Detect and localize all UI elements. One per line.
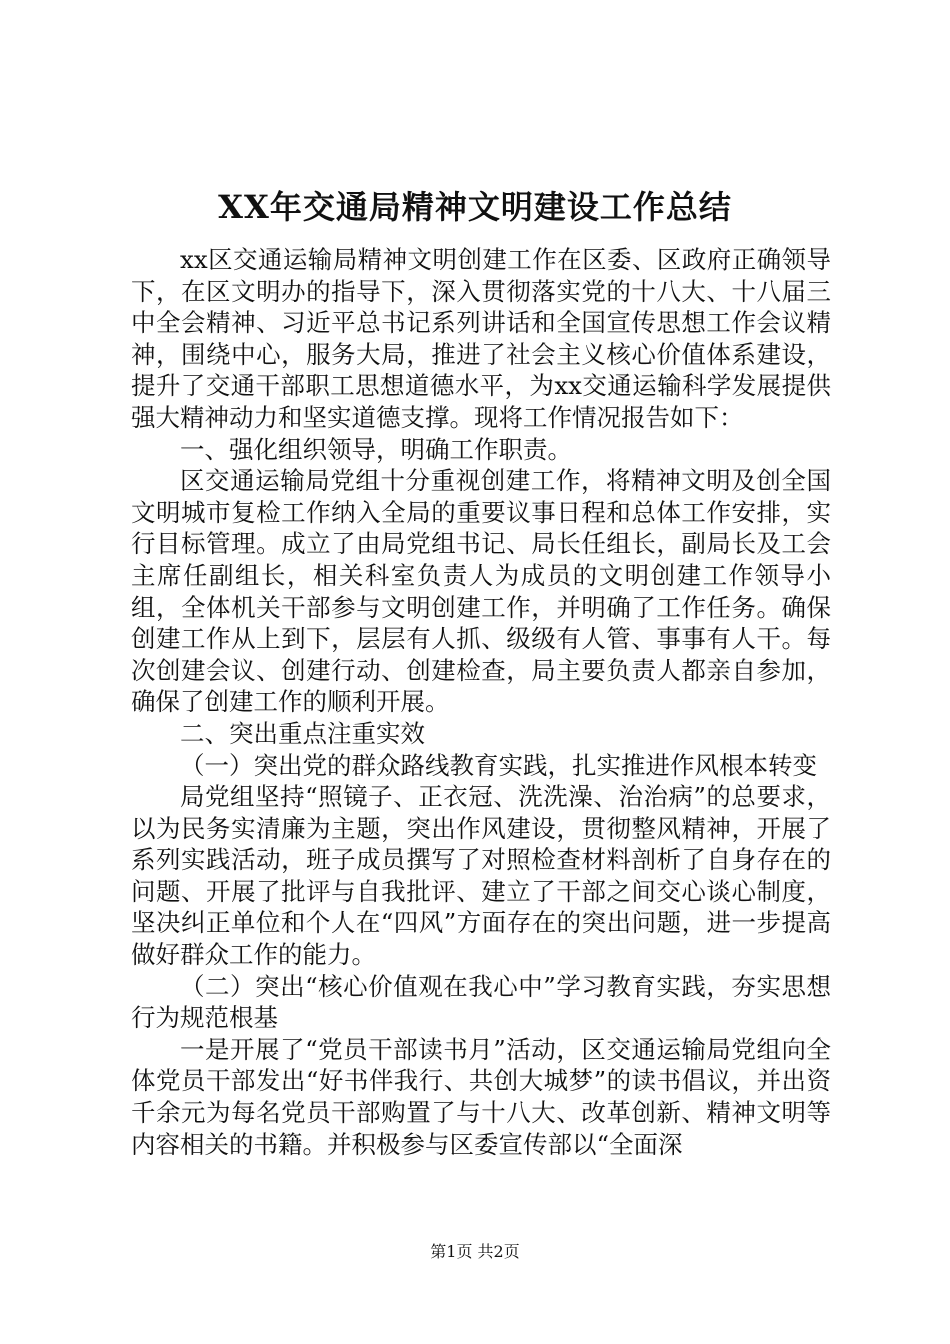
document-title: XX年交通局精神文明建设工作总结 [218,188,732,226]
intro-paragraph: xx区交通运输局精神文明创建工作在区委、区政府正确领导下，在区文明办的指导下，深入贯彻落实党的十八大、十八届三中全会精神、习近平总书记系列讲话和全国宣传思想工作会议精神，围绕中心，服务大局，推进了社会主义核心价值体系建设，提升了交通干部职工思想道德水平，为xx交通运输科学发展提供强大精神动力和坚实道德支撑。现将工作情况报告如下： [131,245,831,432]
subsection-1-paragraph: 局党组坚持“照镜子、正衣冠、洗洗澡、治治病”的总要求，以为民务实清廉为主题，突出作风建设，贯彻整风精神，开展了系列实践活动，班子成员撰写了对照检查材料剖析了自身存在的问题、开展了批评与自我批评、建立了干部之间交心谈心制度，坚决纠正单位和个人在“四风”方面存在的突出问题，进一步提高做好群众工作的能力。 [131,782,831,970]
page-number-footer: 第1页 共2页 [430,1242,520,1261]
section-heading-2: 二、突出重点注重实效 [180,718,425,748]
section-heading-1: 一、强化组织领导，明确工作职责。 [180,434,572,464]
subsection-heading-1: （一）突出党的群众路线教育实践，扎实推进作风根本转变 [180,750,817,780]
document-body [131,244,831,1160]
subsection-heading-2: （二）突出“核心价值观在我心中”学习教育实践，夯实思想行为规范根基 [131,971,831,1033]
section-1-paragraph: 区交通运输局党组十分重视创建工作，将精神文明及创全国文明城市复检工作纳入全局的重要议事日程和总体工作安排，实行目标管理。成立了由局党组书记、局长任组长，副局长及工会主席任副组长，相关科室负责人为成员的文明创建工作领导小组，全体机关干部参与文明创建工作，并明确了工作任务。确保创建工作从上到下，层层有人抓、级级有人管、事事有人干。每次创建会议、创建行动、创建检查，局主要负责人都亲自参加，确保了创建工作的顺利开展。 [131,466,831,717]
subsection-2-paragraph: 一是开展了“党员干部读书月”活动，区交通运输局党组向全体党员干部发出“好书伴我行、共创大城梦”的读书倡议，并出资千余元为每名党员干部购置了与十八大、改革创新、精神文明等内容相关的书籍。并积极参与区委宣传部以“全面深 [131,1034,831,1159]
